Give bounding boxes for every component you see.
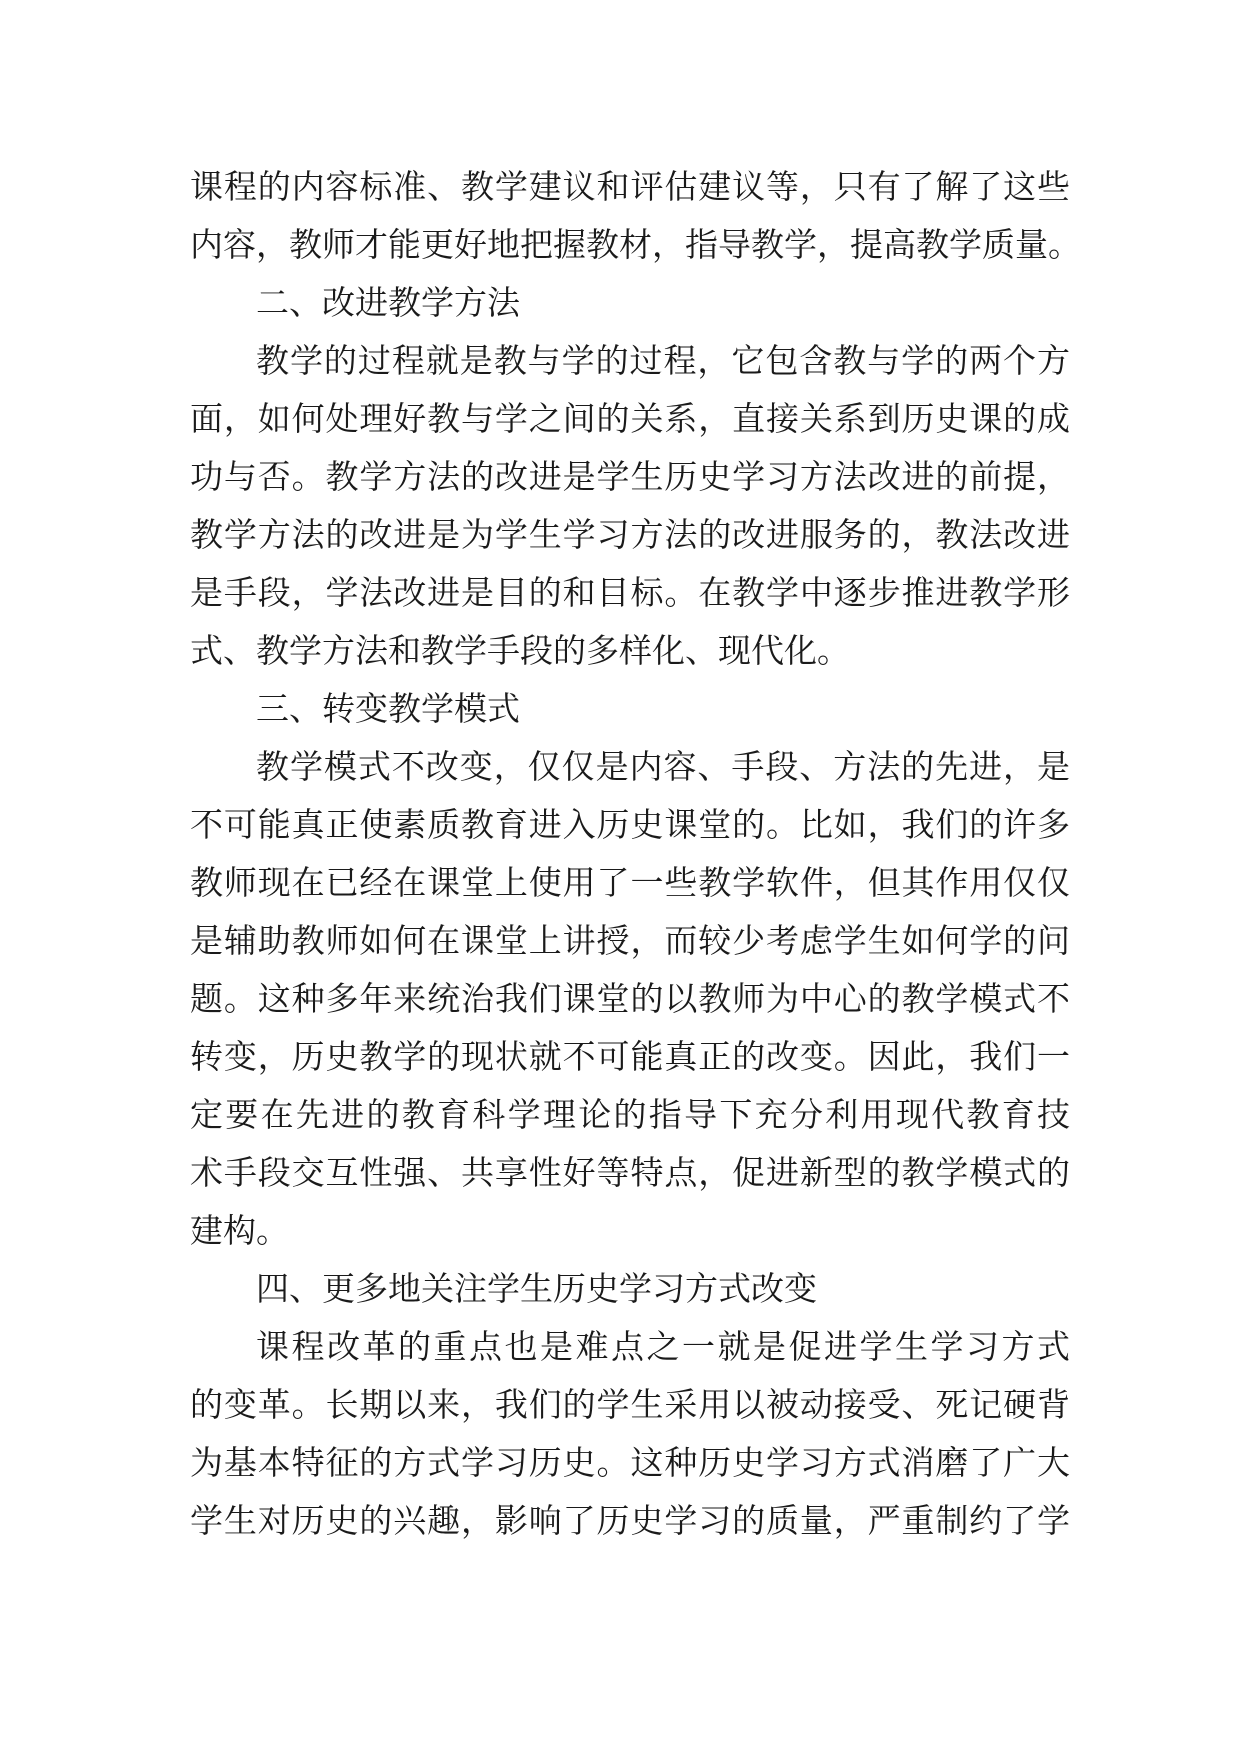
text-line: 是辅助教师如何在课堂上讲授，而较少考虑学生如何学的问 (190, 921, 1070, 960)
text-line: 三、转变教学模式 (256, 689, 520, 728)
text-line: 教学模式不改变，仅仅是内容、手段、方法的先进，是 (256, 747, 1070, 786)
text-line: 不可能真正使素质教育进入历史课堂的。比如，我们的许多 (190, 805, 1070, 844)
text-line: 是手段，学法改进是目的和目标。在教学中逐步推进教学形 (190, 573, 1070, 612)
text-line: 课程的内容标准、教学建议和评估建议等，只有了解了这些 (190, 167, 1070, 206)
text-line: 转变，历史教学的现状就不可能真正的改变。因此，我们一 (190, 1037, 1070, 1076)
text-line: 式、教学方法和教学手段的多样化、现代化。 (190, 631, 850, 670)
text-line: 功与否。教学方法的改进是学生历史学习方法改进的前提， (190, 457, 1070, 496)
text-line: 四、更多地关注学生历史学习方式改变 (256, 1269, 817, 1308)
text-line: 面，如何处理好教与学之间的关系，直接关系到历史课的成 (190, 399, 1070, 438)
text-line: 教学的过程就是教与学的过程，它包含教与学的两个方 (256, 341, 1070, 380)
text-line: 定要在先进的教育科学理论的指导下充分利用现代教育技 (190, 1095, 1070, 1134)
text-line: 教学方法的改进是为学生学习方法的改进服务的，教法改进 (190, 515, 1070, 554)
text-line: 内容，教师才能更好地把握教材，指导教学，提高教学质量。 (190, 225, 1081, 264)
text-line: 教师现在已经在课堂上使用了一些教学软件，但其作用仅仅 (190, 863, 1070, 902)
text-line: 为基本特征的方式学习历史。这种历史学习方式消磨了广大 (190, 1443, 1070, 1482)
text-line: 题。这种多年来统治我们课堂的以教师为中心的教学模式不 (190, 979, 1070, 1018)
text-line: 课程改革的重点也是难点之一就是促进学生学习方式 (256, 1327, 1070, 1366)
text-line: 学生对历史的兴趣，影响了历史学习的质量，严重制约了学 (190, 1501, 1070, 1540)
text-line: 术手段交互性强、共享性好等特点，促进新型的教学模式的 (190, 1153, 1070, 1192)
document-body (190, 158, 1081, 1550)
text-line: 二、改进教学方法 (256, 283, 520, 322)
text-line: 建构。 (190, 1211, 289, 1250)
text-line: 的变革。长期以来，我们的学生采用以被动接受、死记硬背 (190, 1385, 1070, 1424)
